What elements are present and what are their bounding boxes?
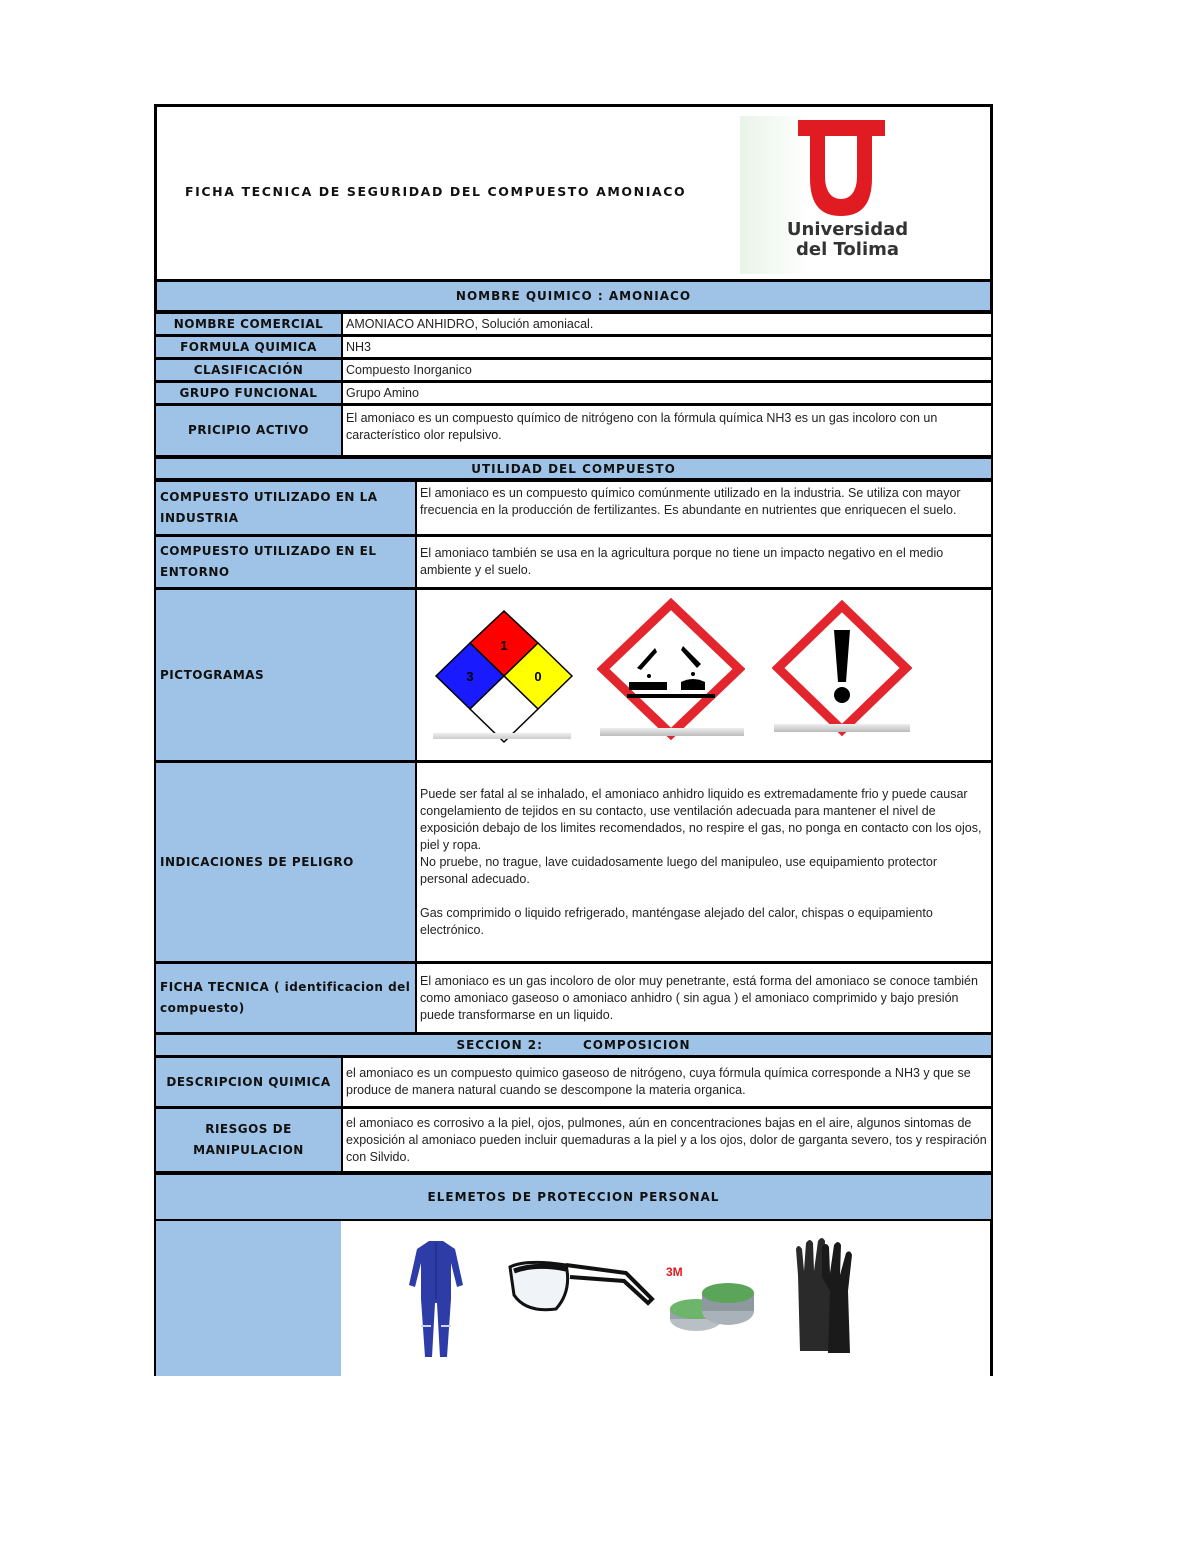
label-grupo-funcional: GRUPO FUNCIONAL — [154, 381, 343, 405]
value-clasificacion: Compuesto Inorganico — [341, 358, 993, 382]
value-formula-quimica: NH3 — [341, 335, 993, 359]
label-utilizado-industria: COMPUESTO UTILIZADO EN LA INDUSTRIA — [154, 480, 417, 536]
section-title: COMPOSICION — [582, 1038, 691, 1052]
rubber-gloves-icon — [788, 1235, 858, 1357]
university-logo — [740, 116, 915, 274]
value-utilizado-entorno: El amoniaco también se usa en la agricultura porque no tiene un impacto negativo en el medio ambiente y el suelo. — [415, 535, 993, 589]
label-nombre-comercial: NOMBRE COMERCIAL — [154, 312, 343, 336]
value-riesgos-manipulacion: el amoniaco es corrosivo a la piel, ojos, pulmones, aún en concentraciones bajas en el aire, algunos sintomas de exposición al amoniaco pueden incluir quemaduras a la piel y a los ojos, dolor de garganta severo, tos y respiración con Silvido. — [341, 1107, 993, 1173]
value-grupo-funcional: Grupo Amino — [341, 381, 993, 405]
epp-image-cell — [341, 1221, 993, 1378]
nfpa-diamond-icon — [433, 608, 575, 744]
value-ficha-tecnica: El amoniaco es un gas incoloro de olor muy penetrante, está forma del amoniaco se conoce también como amoniaco gaseoso o amoniaco anhidro ( sin agua ) el amoniaco comprimido y bajo presión puede transformarse en un liquido. — [415, 962, 993, 1034]
logo-text-line2: del Tolima — [795, 239, 900, 260]
section-band-epp: ELEMETOS DE PROTECCION PERSONAL — [154, 1172, 993, 1222]
sheet-bottom-edge — [154, 1376, 993, 1378]
exclamation-pictogram-icon — [772, 600, 912, 736]
filter-brand-label: 3M — [666, 1265, 683, 1279]
nfpa-reactivity-value: 0 — [534, 669, 542, 684]
section-band-utilidad: UTILIDAD DEL COMPUESTO — [154, 457, 993, 480]
coverall-icon — [407, 1239, 465, 1359]
label-clasificacion: CLASIFICACIÓN — [154, 358, 343, 382]
label-ficha-tecnica: FICHA TECNICA ( identificacion del compuesto) — [154, 962, 417, 1034]
label-utilizado-entorno: COMPUESTO UTILIZADO EN EL ENTORNO — [154, 535, 417, 589]
pictogram-cell — [415, 588, 993, 762]
value-utilizado-industria: El amoniaco es un compuesto químico comúnmente utilizado en la industria. Se utiliza con mayor frecuencia en la producción de fertilizantes. Es abundante en nutrientes que enriquecen el suelo. — [415, 480, 993, 536]
safety-glasses-icon — [506, 1251, 656, 1329]
label-riesgos-manipulacion: RIESGOS DE MANIPULACION — [154, 1107, 343, 1173]
label-formula-quimica: FORMULA QUIMICA — [154, 335, 343, 359]
value-descripcion-quimica: el amoniaco es un compuesto quimico gaseoso de nitrógeno, cuya fórmula química corresponde a NH3 y que se produce de manera natural cuando se descompone la materia organica. — [341, 1056, 993, 1108]
value-principio-activo: El amoniaco es un compuesto químico de nitrógeno con la fórmula química NH3 es un gas incoloro con un característico olor repulsivo. — [341, 404, 993, 457]
pictogram-shadow — [774, 724, 910, 732]
logo-text-line1: Universidad — [786, 219, 909, 240]
respirator-filter-icon — [666, 1279, 761, 1339]
corrosive-pictogram-icon — [597, 598, 745, 740]
epp-label-cell — [154, 1221, 343, 1378]
pictogram-shadow — [600, 728, 744, 736]
value-nombre-comercial: AMONIACO ANHIDRO, Solución amoniacal. — [341, 312, 993, 336]
document-title: FICHA TECNICA DE SEGURIDAD DEL COMPUESTO AMONIACO — [185, 184, 687, 199]
label-descripcion-quimica: DESCRIPCION QUIMICA — [154, 1056, 343, 1108]
nfpa-health-value: 3 — [466, 669, 474, 684]
label-principio-activo: PRICIPIO ACTIVO — [154, 404, 343, 457]
section-number: SECCION 2: — [456, 1038, 543, 1052]
label-pictogramas: PICTOGRAMAS — [154, 588, 417, 762]
label-indicaciones-peligro: INDICACIONES DE PELIGRO — [154, 761, 417, 963]
pictogram-shadow — [433, 733, 571, 739]
section-band-nombre-quimico: NOMBRE QUIMICO : AMONIACO — [154, 279, 993, 312]
nfpa-flammability-value: 1 — [500, 638, 508, 653]
value-indicaciones-peligro: Puede ser fatal al se inhalado, el amoniaco anhidro liquido es extremadamente frio y puede causar congelamiento de tejidos en su contacto, use ventilación adecuada para mantener el nivel de exposición debajo de los limites recomendados, no respire el gas, no ponga en contacto con los ojos, piel y ropa. No pruebe, no trague, lave cuidadosamente luego del manipuleo, use equipamiento protector personal adecuado. Gas comprimido o liquido refrigerado, manténgase alejado del calor, chispas o equipamiento electrónico. — [415, 761, 993, 963]
safety-sheet — [154, 104, 993, 1378]
section-band-composicion — [154, 1033, 993, 1057]
